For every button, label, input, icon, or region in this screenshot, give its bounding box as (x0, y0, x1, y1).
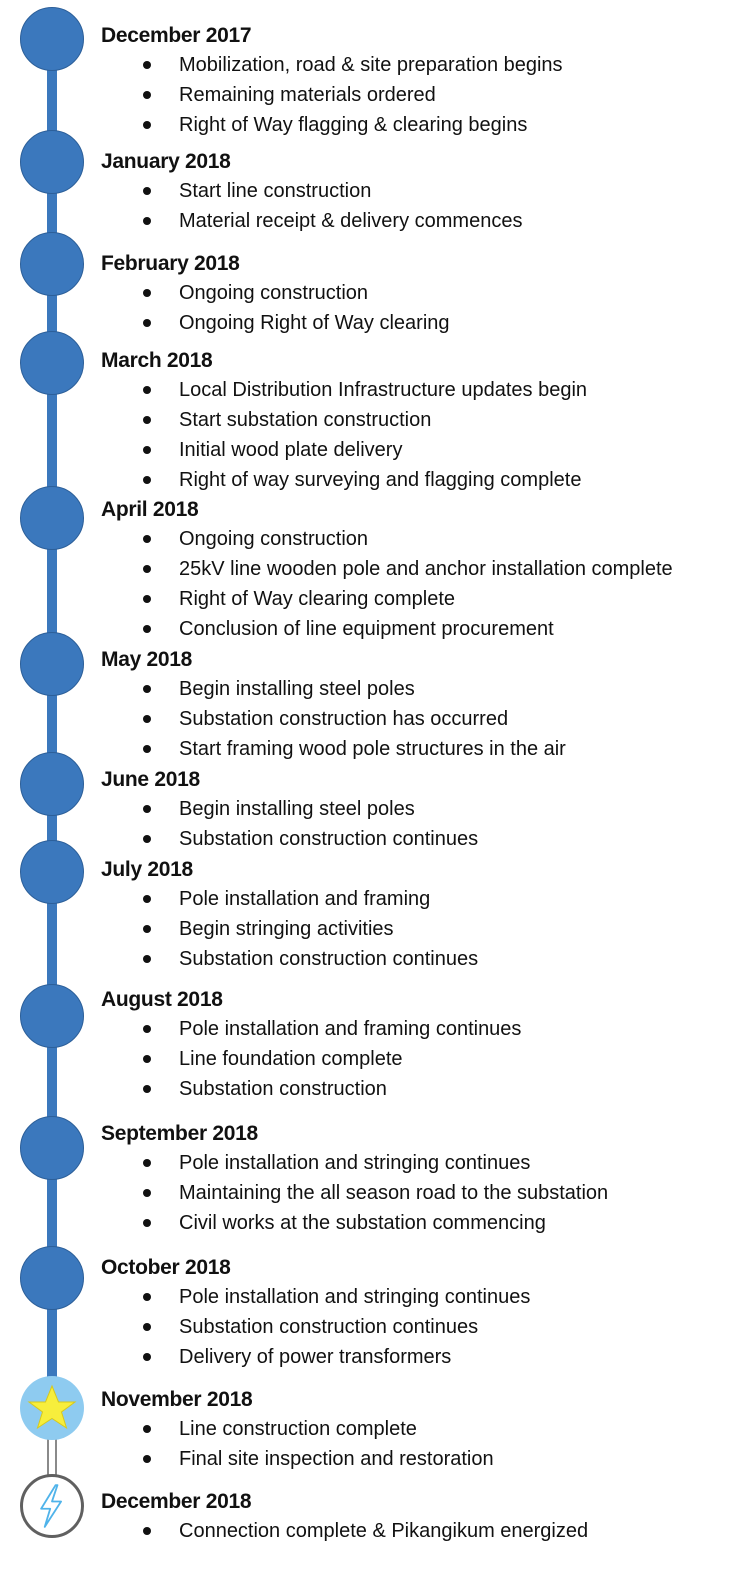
milestone-item: Delivery of power transformers (101, 1342, 530, 1372)
milestone-item: Substation construction continues (101, 944, 478, 974)
timeline-marker-star (20, 1376, 84, 1440)
section-month-title: November 2018 (101, 1388, 253, 1411)
milestone-item: Start line construction (101, 176, 522, 206)
timeline-marker-circle (20, 7, 84, 71)
milestone-item: Pole installation and framing (101, 884, 478, 914)
timeline-marker-circle (20, 984, 84, 1048)
timeline-marker-circle (20, 232, 84, 296)
milestone-item: Substation construction has occurred (101, 704, 566, 734)
timeline-marker-circle (20, 1116, 84, 1180)
milestone-list (101, 884, 478, 974)
timeline-marker-lightning (20, 1474, 84, 1538)
timeline-marker-circle (20, 632, 84, 696)
timeline-section (101, 148, 522, 236)
timeline-section (101, 496, 673, 644)
section-month-title: May 2018 (101, 648, 193, 671)
section-month-title: March 2018 (101, 349, 213, 372)
timeline-section (101, 250, 450, 338)
milestone-list (101, 278, 450, 338)
milestone-item: Right of Way clearing complete (101, 584, 673, 614)
milestone-item: Start framing wood pole structures in the air (101, 734, 566, 764)
section-month-title: June 2018 (101, 768, 200, 791)
milestone-item: Begin installing steel poles (101, 794, 478, 824)
milestone-item: Final site inspection and restoration (101, 1444, 494, 1474)
milestone-item: Initial wood plate delivery (101, 435, 587, 465)
timeline-section (101, 856, 478, 974)
milestone-list (101, 674, 566, 764)
section-month-title: February 2018 (101, 252, 240, 275)
section-month-title: August 2018 (101, 988, 223, 1011)
milestone-item: Civil works at the substation commencing (101, 1208, 608, 1238)
milestone-item: Substation construction continues (101, 824, 478, 854)
section-month-title: January 2018 (101, 150, 231, 173)
milestone-item: Pole installation and stringing continues (101, 1148, 608, 1178)
milestone-item: Material receipt & delivery commences (101, 206, 522, 236)
milestone-item: Local Distribution Infrastructure updates begin (101, 375, 587, 405)
milestone-item: Maintaining the all season road to the substation (101, 1178, 608, 1208)
milestone-item: Ongoing construction (101, 524, 673, 554)
section-month-title: July 2018 (101, 858, 193, 881)
section-month-title: December 2017 (101, 24, 252, 47)
milestone-item: Line construction complete (101, 1414, 494, 1444)
section-month-title: April 2018 (101, 498, 199, 521)
milestone-item: 25kV line wooden pole and anchor installation complete (101, 554, 673, 584)
timeline-marker-circle (20, 752, 84, 816)
section-month-title: December 2018 (101, 1490, 252, 1513)
timeline-section (101, 1386, 494, 1474)
milestone-list (101, 1516, 588, 1546)
milestone-list (101, 176, 522, 236)
milestone-item: Remaining materials ordered (101, 80, 563, 110)
milestone-item: Connection complete & Pikangikum energized (101, 1516, 588, 1546)
milestone-item: Line foundation complete (101, 1044, 521, 1074)
milestone-list (101, 50, 563, 140)
milestone-list (101, 1014, 521, 1104)
timeline-section (101, 1120, 608, 1238)
timeline-section (101, 22, 563, 140)
section-month-title: October 2018 (101, 1256, 231, 1279)
milestone-item: Pole installation and stringing continues (101, 1282, 530, 1312)
timeline-section (101, 986, 521, 1104)
milestone-list (101, 1414, 494, 1474)
milestone-list (101, 794, 478, 854)
milestone-item: Start substation construction (101, 405, 587, 435)
milestone-item: Mobilization, road & site preparation begins (101, 50, 563, 80)
milestone-item: Ongoing construction (101, 278, 450, 308)
milestone-item: Begin installing steel poles (101, 674, 566, 704)
timeline-section (101, 646, 566, 764)
timeline-section (101, 347, 587, 495)
milestone-item: Begin stringing activities (101, 914, 478, 944)
timeline-section (101, 1488, 588, 1546)
timeline-marker-circle (20, 1246, 84, 1310)
milestone-item: Right of Way flagging & clearing begins (101, 110, 563, 140)
milestone-list (101, 1148, 608, 1238)
milestone-item: Ongoing Right of Way clearing (101, 308, 450, 338)
timeline-marker-circle (20, 840, 84, 904)
timeline-section (101, 1254, 530, 1372)
section-month-title: September 2018 (101, 1122, 258, 1145)
milestone-item: Substation construction continues (101, 1312, 530, 1342)
milestone-item: Conclusion of line equipment procurement (101, 614, 673, 644)
milestone-item: Pole installation and framing continues (101, 1014, 521, 1044)
milestone-list (101, 524, 673, 644)
star-icon (20, 1376, 84, 1440)
milestone-item: Substation construction (101, 1074, 521, 1104)
milestone-list (101, 375, 587, 495)
timeline-marker-circle (20, 486, 84, 550)
timeline-marker-circle (20, 130, 84, 194)
milestone-list (101, 1282, 530, 1372)
lightning-bolt-icon (23, 1477, 81, 1535)
timeline-section (101, 766, 478, 854)
milestone-item: Right of way surveying and flagging complete (101, 465, 587, 495)
timeline-marker-circle (20, 331, 84, 395)
